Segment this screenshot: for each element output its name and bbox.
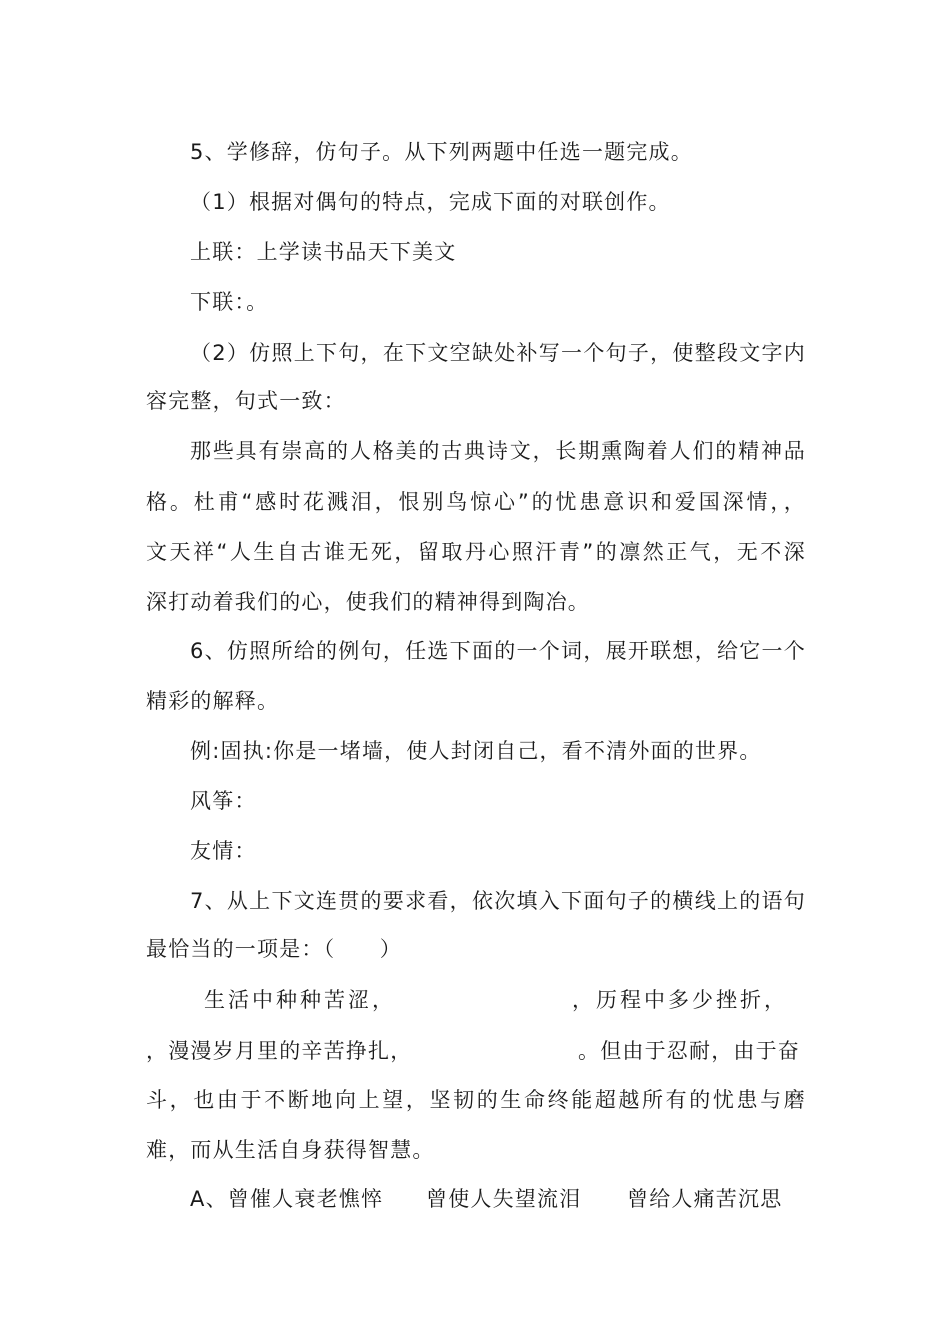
question-7-text-line-1-part-b: ，历程中多少挫折， [572, 988, 788, 1012]
question-7-text-line-2-part-b: 。但由于忍耐，由于奋 [578, 1039, 800, 1063]
question-6-title-line-1: 6、仿照所给的例句，任选下面的一个词，展开联想，给它一个 [190, 639, 806, 663]
question-6-word-kite: 风筝： [190, 789, 257, 813]
passage-line-1: 那些具有崇高的人格美的古典诗文，长期熏陶着人们的精神品 [190, 439, 806, 463]
question-7-text-line-2-part-a: ，漫漫岁月里的辛苦挣扎， [146, 1039, 413, 1063]
question-6-title-line-2: 精彩的解释。 [146, 689, 280, 713]
question-6-example: 例:固执:你是一堵墙，使人封闭自己，看不清外面的世界。 [190, 739, 762, 763]
question-7-text-line-1-part-a: 生活中种种苦涩， [204, 988, 396, 1012]
couplet-upper-line: 上联：上学读书品天下美文 [190, 240, 457, 264]
passage-line-4: 深打动着我们的心，使我们的精神得到陶冶。 [146, 590, 590, 614]
question-7-title-line-1: 7、从上下文连贯的要求看，依次填入下面句子的横线上的语句 [190, 889, 806, 913]
question-5-subquestion-1: （1）根据对偶句的特点，完成下面的对联创作。 [190, 190, 671, 214]
couplet-lower-line: 下联：。 [190, 290, 269, 314]
question-7-text-line-4: 难，而从生活自身获得智慧。 [146, 1138, 435, 1162]
question-6-word-friendship: 友情： [190, 839, 257, 863]
question-5-subquestion-2-line-1: （2）仿照上下句，在下文空缺处补写一个句子，使整段文字内 [190, 341, 806, 365]
option-a-part-2: 曾使人失望流泪 [426, 1187, 582, 1211]
passage-line-2: 格。杜甫“感时花溅泪，恨别鸟惊心”的忧患意识和爱国深情，， [146, 490, 806, 514]
question-5-title: 5、学修辞，仿句子。从下列两题中任选一题完成。 [190, 140, 693, 164]
option-a-part-1: A、曾催人衰老憔悴 [190, 1187, 384, 1211]
option-a-part-3: 曾给人痛苦沉思 [627, 1187, 783, 1211]
question-5-subquestion-2-line-2: 容完整，句式一致： [146, 389, 346, 413]
question-7-text-line-3: 斗，也由于不断地向上望，坚韧的生命终能超越所有的忧患与磨 [146, 1088, 806, 1112]
question-7-title-line-2: 最恰当的一项是：（ ） [146, 937, 402, 961]
passage-line-3: 文天祥“人生自古谁无死，留取丹心照汗青”的凛然正气，无不深 [146, 540, 806, 564]
